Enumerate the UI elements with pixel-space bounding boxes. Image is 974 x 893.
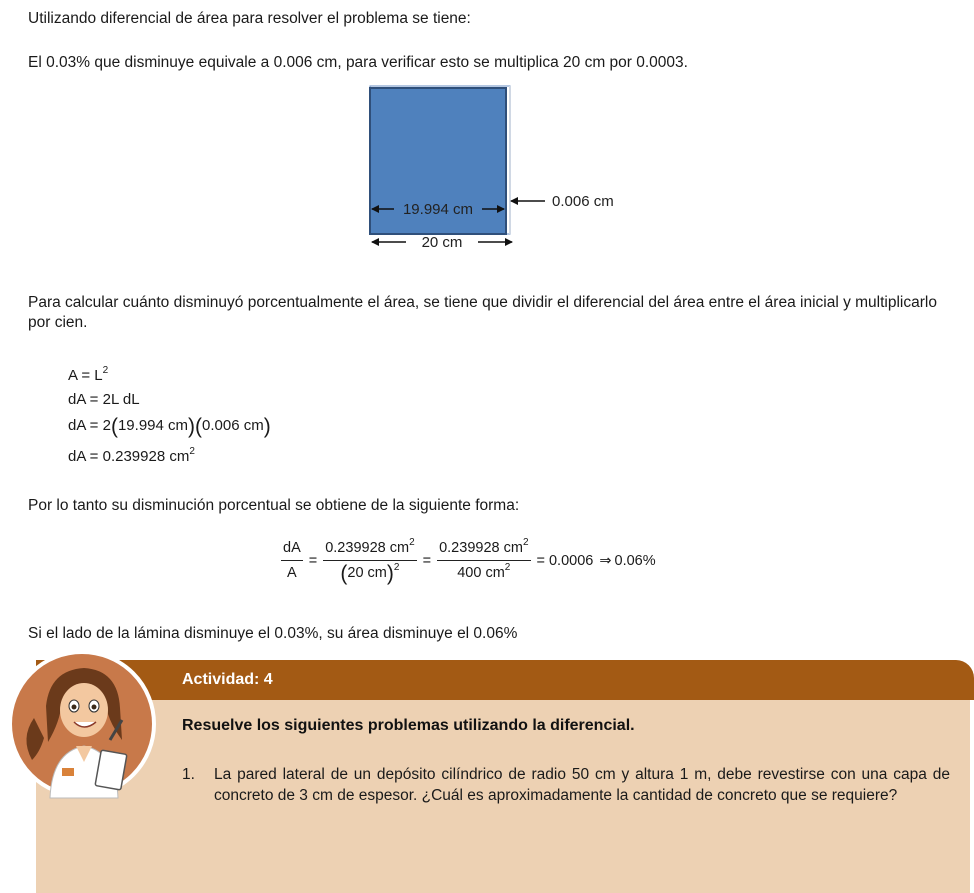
gap-width-label: 0.006 cm [552,193,614,210]
outer-width-label: 20 cm [421,234,463,251]
decimal-result: = 0.0006 [536,552,594,569]
explanation-text: El 0.03% que disminuye equivale a 0.006 cm, para verificar esto se multiplica 20 cm por 0.0003. [28,54,688,71]
activity-header-band [36,660,974,700]
equation-area: $A = L^2$ [68,365,109,384]
intro-text: Utilizando diferencial de área para resolver el problema se tiene: [28,10,471,27]
student-avatar-icon [6,648,158,800]
equation-result: dA = 0.239928 $cm^2$ [68,446,195,465]
square-figure [360,82,660,262]
list-item [182,764,950,806]
activity-instruction: Resuelve los siguientes problemas utilizando la diferencial. [182,717,635,734]
conclusion-text: Si el lado de la lámina disminuye el 0.03%, su área disminuye el 0.06% [28,625,518,642]
fraction-substituted: $\frac{0.239928 cm^2}{(20 cm)^2}$ [325,537,415,585]
implies-symbol: ⇒ [599,552,612,569]
equation-differential: dA = 2L dL [68,391,140,408]
fraction-simplified: $\frac{0.239928 cm^2}{400 cm^2}$ [439,537,529,581]
inner-width-label: 19.994 cm [402,201,474,218]
fraction-da-over-a: $\frac{dA}{A}$ [283,540,301,581]
percentage-equation: $\frac{dA}{A}$ = $\frac{0.239928 cm^2}{(20 cm)^2}$ = $\frac{0.239928 cm^2}{400 cm^2}$ = 0.0006 ⇒ 0.06% [283,537,656,585]
equation-substitution: dA = 2(19.994 cm)(0.006 cm) [68,415,271,438]
item-text: La pared lateral de un depósito cilíndrico de radio 50 cm y altura 1 m, debe revestirse con una capa de concreto de 3 cm de espesor. ¿Cuál es aproximadamente la cantidad de concreto que se requiere? [214,766,950,804]
percent-result: 0.06% [614,552,656,569]
paragraph-3: Por lo tanto su disminución porcentual se obtiene de la siguiente forma: [28,497,520,514]
activity-title: Actividad: 4 [182,671,273,688]
item-number: 1. [182,766,195,783]
paragraph-2: Para calcular cuánto disminuyó porcentualmente el área, se tiene que dividir el diferencial del área entre el área inicial y multiplicarlo por cien. [28,294,937,331]
